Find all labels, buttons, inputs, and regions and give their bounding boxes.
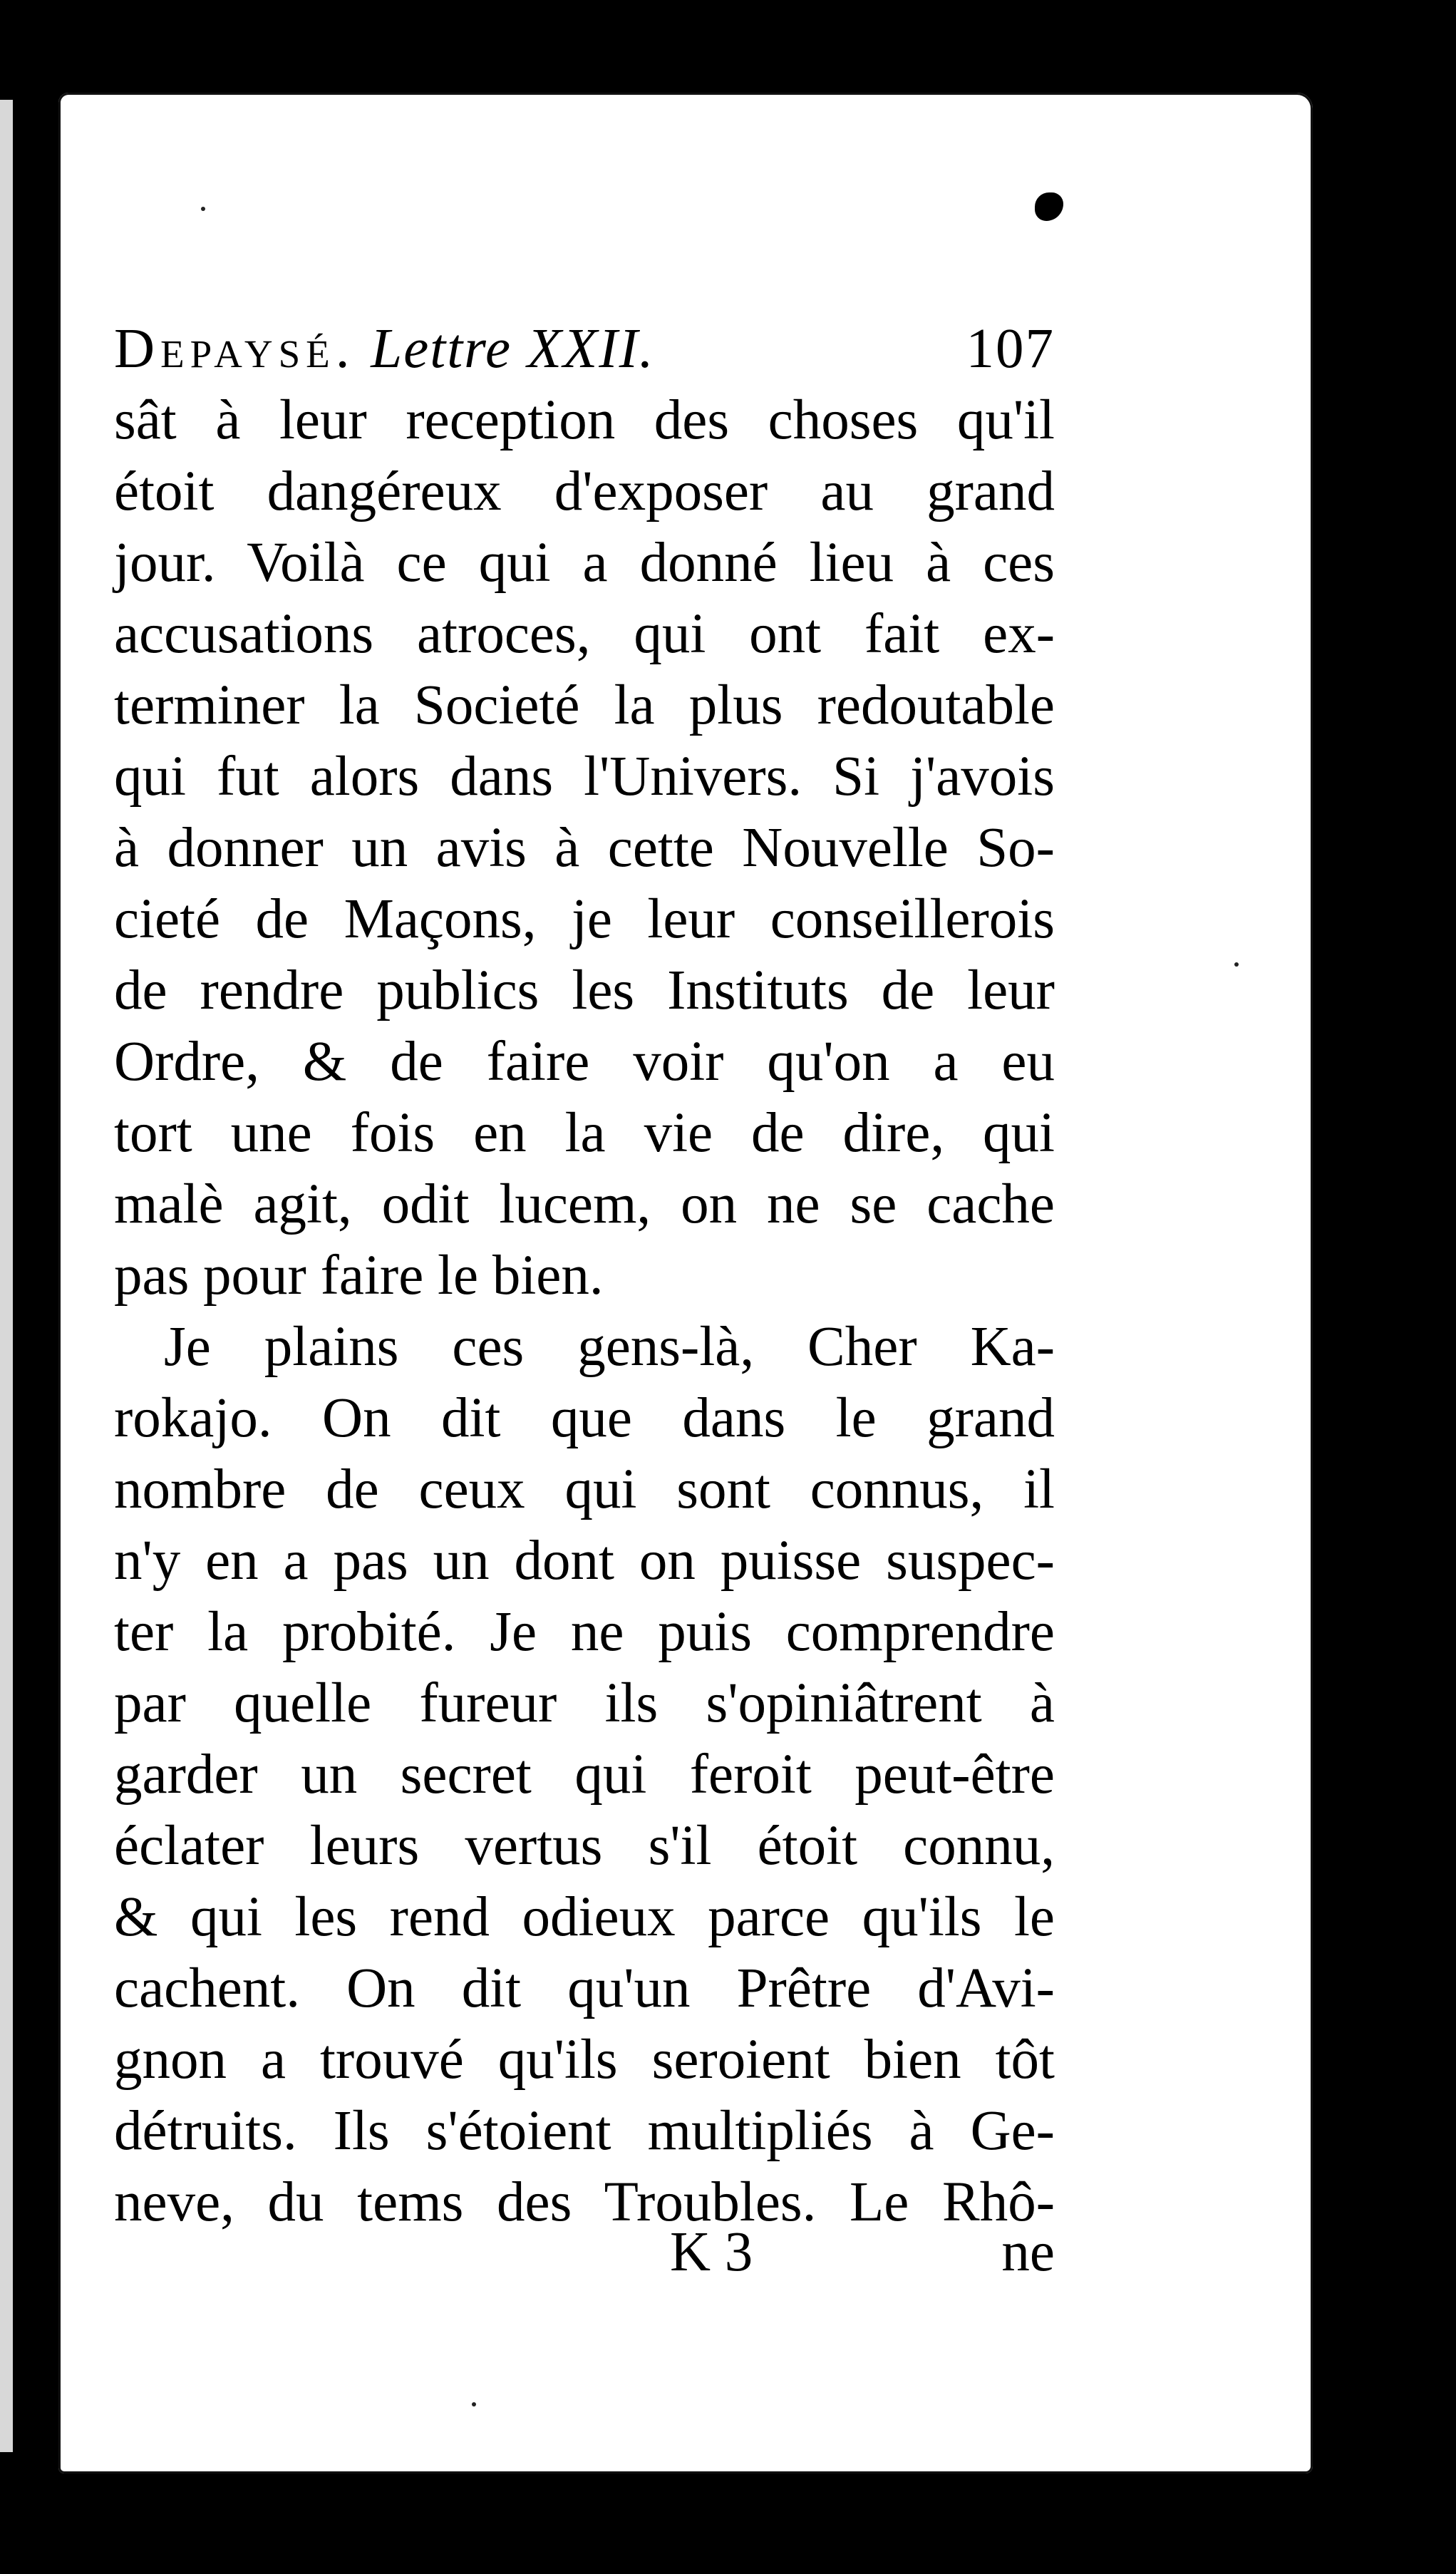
text-line: éclater leurs vertus s'il étoit connu, (114, 1815, 1055, 1877)
text-line: détruits. Ils s'étoient multipliés à Ge- (114, 2100, 1055, 2162)
signature-mark: K 3 (670, 2221, 753, 2283)
catchword: ne (1001, 2221, 1055, 2283)
text-line: rokajo. On dit que dans le grand (114, 1387, 1055, 1449)
letter-title: Lettre XXII. (371, 318, 655, 380)
text-line: de rendre publics les Instituts de leur (114, 959, 1055, 1021)
paper-speck (201, 207, 205, 211)
text-line: jour. Voilà ce qui a donné lieu à ces (114, 532, 1055, 594)
text-line: malè agit, odit lucem, on ne se cache (114, 1173, 1055, 1235)
text-line: n'y en a pas un dont on puisse suspec- (114, 1530, 1055, 1592)
text-line: cachent. On dit qu'un Prêtre d'Avi- (114, 1957, 1055, 2019)
ink-blot (1035, 192, 1063, 221)
text-line: garder un secret qui feroit peut-être (114, 1744, 1055, 1806)
text-line: accusations atroces, qui ont fait ex- (114, 603, 1055, 665)
text-line: nombre de ceux qui sont connus, il (114, 1458, 1055, 1520)
text-line: sât à leur reception des choses qu'il (114, 389, 1055, 451)
page-text (114, 314, 1055, 2238)
text-line: Ordre, & de faire voir qu'on a eu (114, 1031, 1055, 1093)
text-line: étoit dangéreux d'exposer au grand (114, 460, 1055, 522)
running-header (114, 314, 1055, 385)
text-line: terminer la Societé la plus redoutable (114, 674, 1055, 736)
text-line: tort une fois en la vie de dire, qui (114, 1102, 1055, 1164)
text-line: gnon a trouvé qu'ils seroient bien tôt (114, 2029, 1055, 2091)
text-line: ter la probité. Je ne puis comprendre (114, 1601, 1055, 1663)
page-number: 107 (966, 318, 1055, 380)
paper-speck (1234, 962, 1239, 967)
text-line: & qui les rend odieux parce qu'ils le (114, 1886, 1055, 1948)
text-line: neve, du tems des Troubles. Le Rhô- (114, 2171, 1055, 2233)
paper-speck (472, 2402, 476, 2406)
text-line: à donner un avis à cette Nouvelle So- (114, 817, 1055, 879)
adjacent-page-edge (0, 100, 13, 2452)
running-title: Depaysé. (114, 318, 356, 380)
text-line: cieté de Maçons, je leur conseillerois (114, 888, 1055, 950)
text-line: pas pour faire le bien. (114, 1245, 604, 1307)
page-footer (114, 2217, 1055, 2288)
text-line: qui fut alors dans l'Univers. Si j'avois (114, 746, 1055, 808)
text-line: par quelle fureur ils s'opiniâtrent à (114, 1672, 1055, 1734)
text-line: Je plains ces gens-là, Cher Ka- (164, 1316, 1055, 1378)
